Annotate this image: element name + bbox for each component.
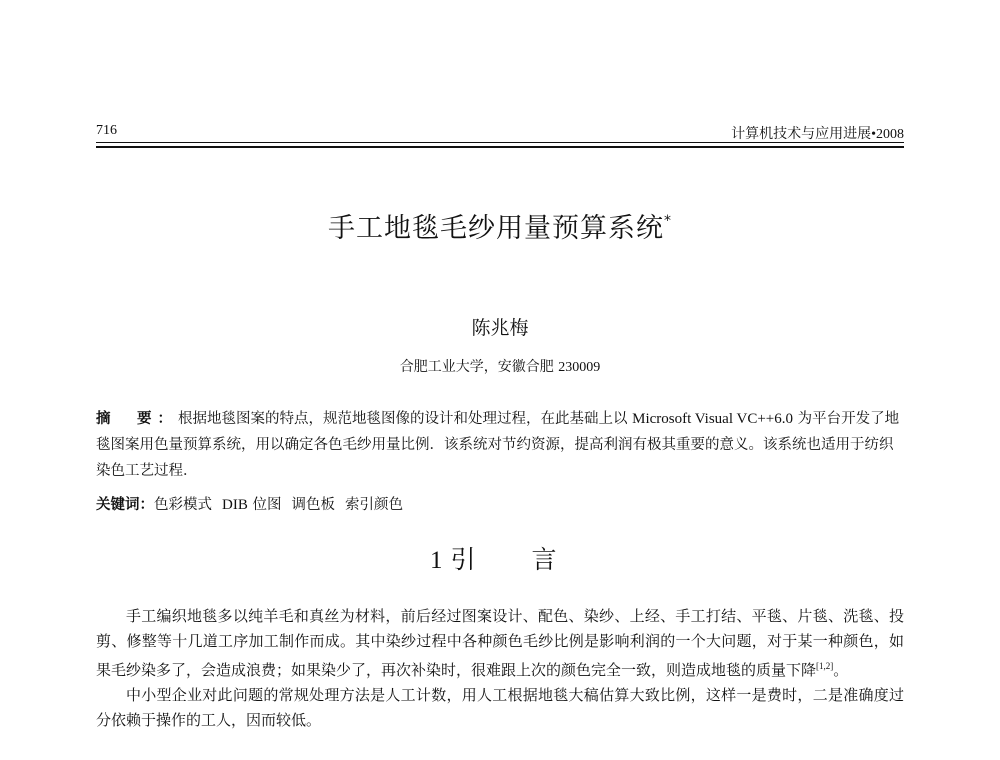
journal-name: 计算机技术与应用进展 bbox=[731, 126, 872, 142]
section-heading bbox=[430, 540, 557, 576]
section-word-1: 引 bbox=[450, 545, 476, 574]
body-text bbox=[96, 604, 904, 733]
keywords-label: 关键词： bbox=[96, 496, 154, 513]
keyword-4: 索引颜色 bbox=[344, 497, 403, 513]
header-rule-thick bbox=[96, 146, 904, 148]
affiliation-name: 合肥工业大学，安徽合肥 bbox=[399, 359, 554, 375]
keywords bbox=[96, 493, 904, 514]
running-header bbox=[731, 123, 904, 143]
abstract-label: 摘 要： bbox=[96, 410, 178, 427]
section-number: 1 bbox=[430, 547, 443, 574]
paragraph-1-text: 手工编织地毯多以纯羊毛和真丝为材料，前后经过图案设计、配色、染纱、上经、手工打结、平毯、片毯、洗毯、投剪、修整等十几道工序加工制作而成。其中染纱过程中各种颜色毛纱比例是影响利润的一个大问题，对于某一种颜色，如果毛纱染多了，会造成浪费；如果染少了，再次补染时，很难跟上次的颜色完全一致，则造成地毯的质量下降 bbox=[96, 607, 904, 679]
section-word-2: 言 bbox=[531, 545, 557, 574]
keyword-2-en: DIB bbox=[222, 497, 248, 513]
keyword-3: 调色板 bbox=[291, 497, 335, 513]
paragraph-1 bbox=[96, 604, 904, 683]
header-rule-thin bbox=[96, 142, 904, 143]
page-number: 716 bbox=[96, 123, 117, 138]
paragraph-1-end: 。 bbox=[833, 661, 849, 679]
citation: [1,2] bbox=[816, 661, 834, 671]
abstract-text-2: 为平台开发了地毯图案用色量预算系统，用以确定各色毛纱用量比例．该系统对节约资源，提高利润有极其重要的意义。该系统也适用于纺织染色工艺过程． bbox=[96, 411, 900, 479]
title-footnote-mark: * bbox=[664, 213, 672, 229]
affiliation bbox=[0, 356, 1000, 376]
paper-title bbox=[0, 206, 1000, 245]
journal-year: •2008 bbox=[871, 127, 904, 142]
abstract-text-1: 根据地毯图案的特点，规范地毯图像的设计和处理过程，在此基础上以 bbox=[178, 411, 628, 427]
keyword-2-zh: 位图 bbox=[252, 497, 282, 513]
affiliation-postcode: 230009 bbox=[558, 360, 601, 375]
paragraph-2: 中小型企业对此问题的常规处理方法是人工计数，用人工根据地毯大稿估算大致比例，这样一是费时，二是准确度过分依赖于操作的工人，因而较低。 bbox=[96, 686, 904, 729]
abstract-english-term: Microsoft Visual VC++6.0 bbox=[632, 411, 793, 427]
paper-title-text: 手工地毯毛纱用量预算系统 bbox=[328, 213, 664, 244]
author-name: 陈兆梅 bbox=[471, 317, 529, 339]
keyword-1: 色彩模式 bbox=[154, 497, 212, 513]
abstract bbox=[96, 406, 904, 484]
